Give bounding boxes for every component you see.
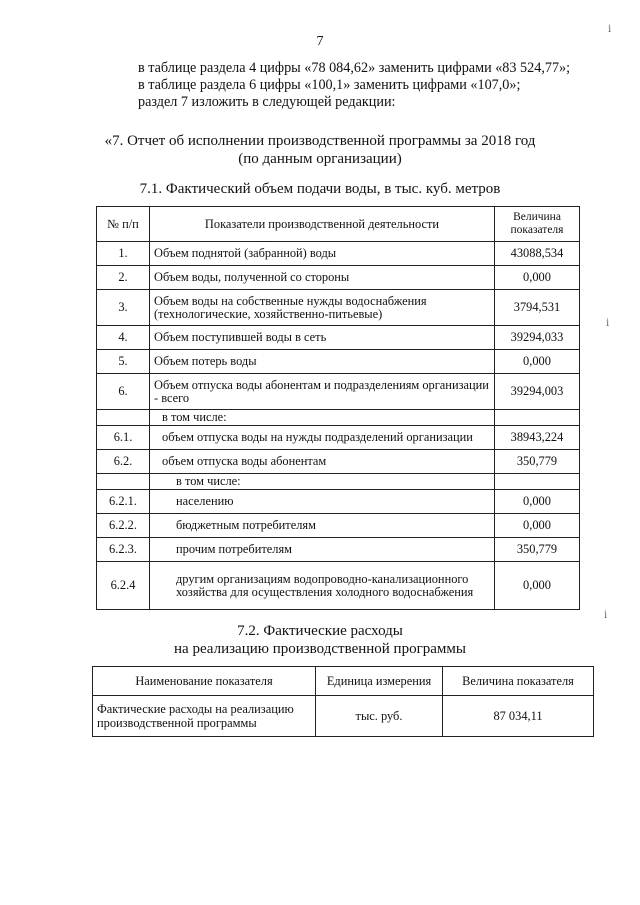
- section-subtitle: (по данным организации): [238, 151, 402, 167]
- row-label: Объем воды, полученной со стороны: [150, 266, 495, 290]
- table-row: [97, 514, 580, 538]
- expenses-table: [92, 666, 594, 737]
- row-value: 39294,003: [495, 374, 580, 410]
- row-number: 6.2.1.: [97, 490, 150, 514]
- table-header-row: [93, 667, 594, 696]
- row-unit: тыс. руб.: [316, 696, 443, 737]
- amendment-line-3: раздел 7 изложить в следующей редакции:: [138, 94, 396, 110]
- header-name: Наименование показателя: [93, 667, 316, 696]
- row-label: объем отпуска воды на нужды подразделений организации: [150, 426, 495, 450]
- row-value: 0,000: [495, 350, 580, 374]
- row-number: 5.: [97, 350, 150, 374]
- row-number: 6.2.4: [97, 562, 150, 610]
- row-value: 38943,224: [495, 426, 580, 450]
- row-value: 0,000: [495, 490, 580, 514]
- row-value: 350,779: [495, 538, 580, 562]
- row-number: 4.: [97, 326, 150, 350]
- row-label: Объем потерь воды: [150, 350, 495, 374]
- amendment-text: [138, 60, 570, 111]
- row-value: 0,000: [495, 266, 580, 290]
- row-number: 1.: [97, 242, 150, 266]
- row-label: Объем поступившей воды в сеть: [150, 326, 495, 350]
- row-number: 6.: [97, 374, 150, 410]
- header-indicator: Показатели производственной деятельности: [150, 207, 495, 242]
- header-value: Величина показателя: [443, 667, 594, 696]
- table-row: [97, 450, 580, 474]
- table-row: [97, 538, 580, 562]
- table-row: [97, 426, 580, 450]
- row-value: [495, 410, 580, 426]
- table-row: [97, 474, 580, 490]
- row-number: [97, 474, 150, 490]
- row-value: [495, 474, 580, 490]
- table-row: [97, 290, 580, 326]
- table-row: [93, 696, 594, 737]
- row-number: 2.: [97, 266, 150, 290]
- table2-title: 7.2. Фактические расходы: [237, 623, 403, 639]
- row-label: населению: [150, 490, 495, 514]
- table-row: [97, 410, 580, 426]
- row-number: 6.1.: [97, 426, 150, 450]
- row-label: Объем поднятой (забранной) воды: [150, 242, 495, 266]
- row-value: 0,000: [495, 514, 580, 538]
- table-row: [97, 490, 580, 514]
- row-value: 39294,033: [495, 326, 580, 350]
- table-header-row: [97, 207, 580, 242]
- amendment-line-1: в таблице раздела 4 цифры «78 084,62» заменить цифрами «83 524,77»;: [138, 60, 571, 76]
- row-label: объем отпуска воды абонентам: [150, 450, 495, 474]
- amendment-line-2: в таблице раздела 6 цифры «100,1» заменить цифрами «107,0»;: [138, 77, 521, 93]
- row-label: другим организациям водопроводно-канализационного хозяйства для осуществления холодного водоснабжения: [150, 562, 495, 610]
- row-number: [97, 410, 150, 426]
- table-row: [97, 350, 580, 374]
- row-number: 6.2.: [97, 450, 150, 474]
- scan-mark: ⅰ: [606, 318, 610, 329]
- header-unit: Единица измерения: [316, 667, 443, 696]
- row-label: бюджетным потребителям: [150, 514, 495, 538]
- row-number: 6.2.3.: [97, 538, 150, 562]
- row-number: 6.2.2.: [97, 514, 150, 538]
- section-title: «7. Отчет об исполнении производственной программы за 2018 год: [104, 133, 536, 149]
- table-row: [97, 266, 580, 290]
- row-name: Фактические расходы на реализацию производственной программы: [93, 696, 316, 737]
- table-row: [97, 326, 580, 350]
- header-number: № п/п: [97, 207, 150, 242]
- header-value: Величина показателя: [495, 207, 580, 242]
- row-value: 43088,534: [495, 242, 580, 266]
- row-value: 87 034,11: [443, 696, 594, 737]
- table1-title: 7.1. Фактический объем подачи воды, в тыс. куб. метров: [139, 181, 501, 197]
- row-label: прочим потребителям: [150, 538, 495, 562]
- scan-mark: ⅰ: [604, 610, 608, 621]
- row-label: Объем отпуска воды абонентам и подразделениям организации - всего: [150, 374, 495, 410]
- row-value: 0,000: [495, 562, 580, 610]
- page-number: 7: [316, 34, 324, 49]
- row-label: в том числе:: [150, 410, 495, 426]
- water-supply-table: [96, 206, 580, 610]
- table2-subtitle: на реализацию производственной программы: [174, 641, 466, 657]
- row-label: Объем воды на собственные нужды водоснабжения (технологические, хозяйственно-питьевые): [150, 290, 495, 326]
- row-value: 350,779: [495, 450, 580, 474]
- table-row: [97, 562, 580, 610]
- table-row: [97, 242, 580, 266]
- scan-mark: ⅰ: [608, 24, 612, 35]
- row-label: в том числе:: [150, 474, 495, 490]
- row-value: 3794,531: [495, 290, 580, 326]
- table-row: [97, 374, 580, 410]
- row-number: 3.: [97, 290, 150, 326]
